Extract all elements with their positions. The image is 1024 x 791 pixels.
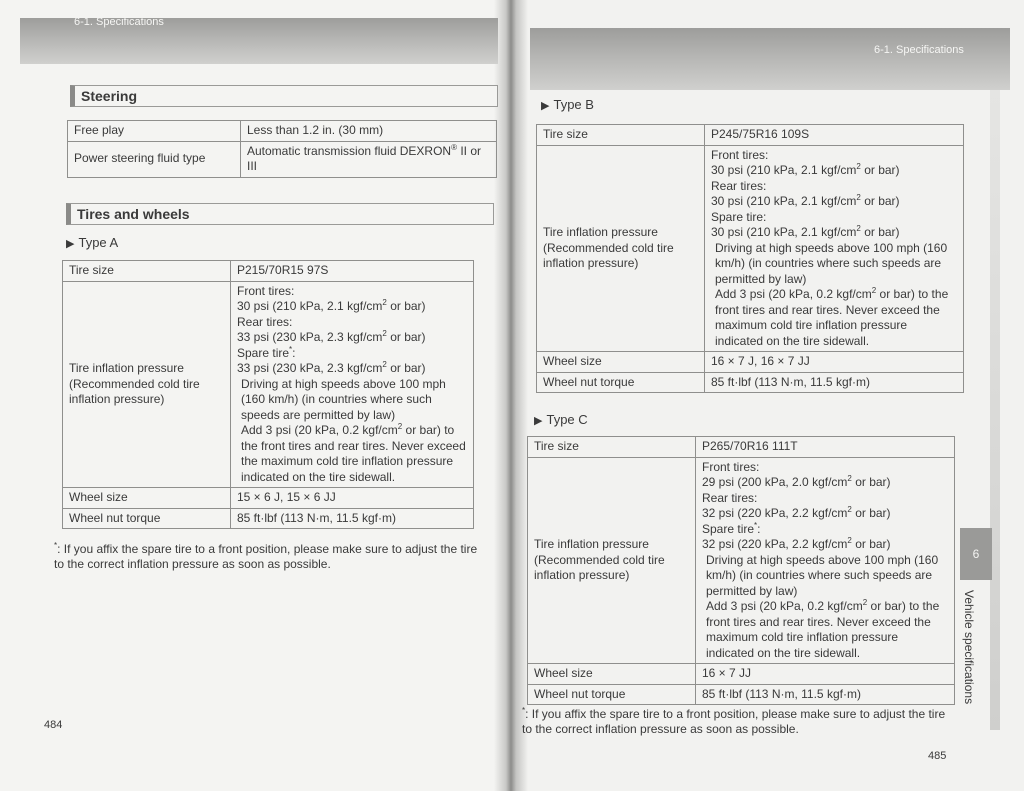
right-page-number: 485 <box>928 750 947 762</box>
wheel-size-value: 16 × 7 J, 16 × 7 JJ <box>705 352 964 373</box>
table-row <box>63 488 474 509</box>
book-gutter <box>494 0 528 791</box>
table-row <box>528 664 955 685</box>
table-row <box>63 281 474 488</box>
tire-size-value: P265/70R16 111T <box>696 437 955 458</box>
wheel-nut-torque-value: 85 ft·lbf (113 N·m, 11.5 kgf·m) <box>696 684 955 705</box>
type-b-label: ▶ Type B <box>541 97 594 112</box>
table-row <box>537 145 964 352</box>
inflation-value: Front tires: 29 psi (200 kPa, 2.0 kgf/$cm^2$ or bar) Rear tires: 32 psi (220 kPa, 2.2 kgf/$cm^2$ or bar) Spare tire*: 32 psi (220 kPa, 2.2 kgf/$cm^2$ or bar) Driving at high speeds above 100 mph (160 km/h) (in countries where such speeds are permitted by law) Add 3 psi (20 kPa, 0.2 kgf/$cm^2$ or bar) to the front tires and rear tires. Never exceed the maximum cold tire inflation pressure indicated on the tire sidewall. <box>696 457 955 664</box>
table-row <box>528 457 955 664</box>
table-row <box>537 352 964 373</box>
right-header-band <box>530 28 1010 90</box>
right-header-text: 6-1. Specifications <box>874 44 964 56</box>
table-row <box>537 372 964 393</box>
inflation-label: Tire inflation pressure (Recommended cold tire inflation pressure) <box>528 457 696 664</box>
wheel-size-label: Wheel size <box>63 488 231 509</box>
table-row <box>63 261 474 282</box>
fluid-type-label: Power steering fluid type <box>68 141 241 177</box>
inflation-label: Tire inflation pressure (Recommended cold tire inflation pressure) <box>63 281 231 488</box>
inflation-label: Tire inflation pressure (Recommended cold tire inflation pressure) <box>537 145 705 352</box>
page-edge-strip <box>990 90 1000 730</box>
chapter-tab-label: Vehicle specifications <box>962 590 976 705</box>
tire-size-label: Tire size <box>537 125 705 146</box>
wheel-size-label: Wheel size <box>537 352 705 373</box>
chapter-tab[interactable]: 6 <box>960 528 992 580</box>
table-row <box>528 437 955 458</box>
type-c-label: ▶ Type C <box>534 412 588 427</box>
tire-size-value: P245/75R16 109S <box>705 125 964 146</box>
table-row <box>528 684 955 705</box>
type-a-label: ▶ Type A <box>66 235 119 250</box>
steering-table <box>67 120 497 178</box>
wheel-nut-torque-value: 85 ft·lbf (113 N·m, 11.5 kgf·m) <box>705 372 964 393</box>
free-play-value: Less than 1.2 in. (30 mm) <box>241 121 497 142</box>
wheel-size-value: 16 × 7 JJ <box>696 664 955 685</box>
wheel-size-value: 15 × 6 J, 15 × 6 JJ <box>231 488 474 509</box>
inflation-value: Front tires: 30 psi (210 kPa, 2.1 kgf/$cm^2$ or bar) Rear tires: 33 psi (230 kPa, 2.3 kgf/$cm^2$ or bar) Spare tire*: 33 psi (230 kPa, 2.3 kgf/$cm^2$ or bar) Driving at high speeds above 100 mph (160 km/h) (in countries where such speeds are permitted by law) Add 3 psi (20 kPa, 0.2 kgf/$cm^2$ or bar) to the front tires and rear tires. Never exceed the maximum cold tire inflation pressure indicated on the tire sidewall. <box>231 281 474 488</box>
inflation-value: Front tires: 30 psi (210 kPa, 2.1 kgf/$cm^2$ or bar) Rear tires: 30 psi (210 kPa, 2.1 kgf/$cm^2$ or bar) Spare tire: 30 psi (210 kPa, 2.1 kgf/$cm^2$ or bar) Driving at high speeds above 100 mph (160 km/h) (in countries where such speeds are permitted by law) Add 3 psi (20 kPa, 0.2 kgf/$cm^2$ or bar) to the front tires and rear tires. Never exceed the maximum cold tire inflation pressure indicated on the tire sidewall. <box>705 145 964 352</box>
table-row <box>63 508 474 529</box>
tires-section-title: Tires and wheels <box>66 203 494 225</box>
wheel-nut-torque-label: Wheel nut torque <box>528 684 696 705</box>
table-row <box>68 121 497 142</box>
table-row <box>68 141 497 177</box>
fluid-type-value: Automatic transmission fluid DEXRON® II or III <box>241 141 497 177</box>
wheel-nut-torque-label: Wheel nut torque <box>63 508 231 529</box>
free-play-label: Free play <box>68 121 241 142</box>
wheel-nut-torque-label: Wheel nut torque <box>537 372 705 393</box>
tire-size-label: Tire size <box>63 261 231 282</box>
left-footnote: *: If you affix the spare tire to a front position, please make sure to adjust the tire to the correct inflation pressure as soon as possible. <box>54 541 478 571</box>
left-page-number: 484 <box>44 719 63 731</box>
right-footnote: *: If you affix the spare tire to a front position, please make sure to adjust the tire to the correct inflation pressure as soon as possible. <box>522 706 946 736</box>
table-row <box>537 125 964 146</box>
tire-size-label: Tire size <box>528 437 696 458</box>
wheel-size-label: Wheel size <box>528 664 696 685</box>
steering-section-title: Steering <box>70 85 498 107</box>
type-c-table <box>527 436 955 705</box>
type-a-table <box>62 260 474 529</box>
wheel-nut-torque-value: 85 ft·lbf (113 N·m, 11.5 kgf·m) <box>231 508 474 529</box>
tire-size-value: P215/70R15 97S <box>231 261 474 282</box>
type-b-table <box>536 124 964 393</box>
left-header-text: 6-1. Specifications <box>74 16 164 28</box>
